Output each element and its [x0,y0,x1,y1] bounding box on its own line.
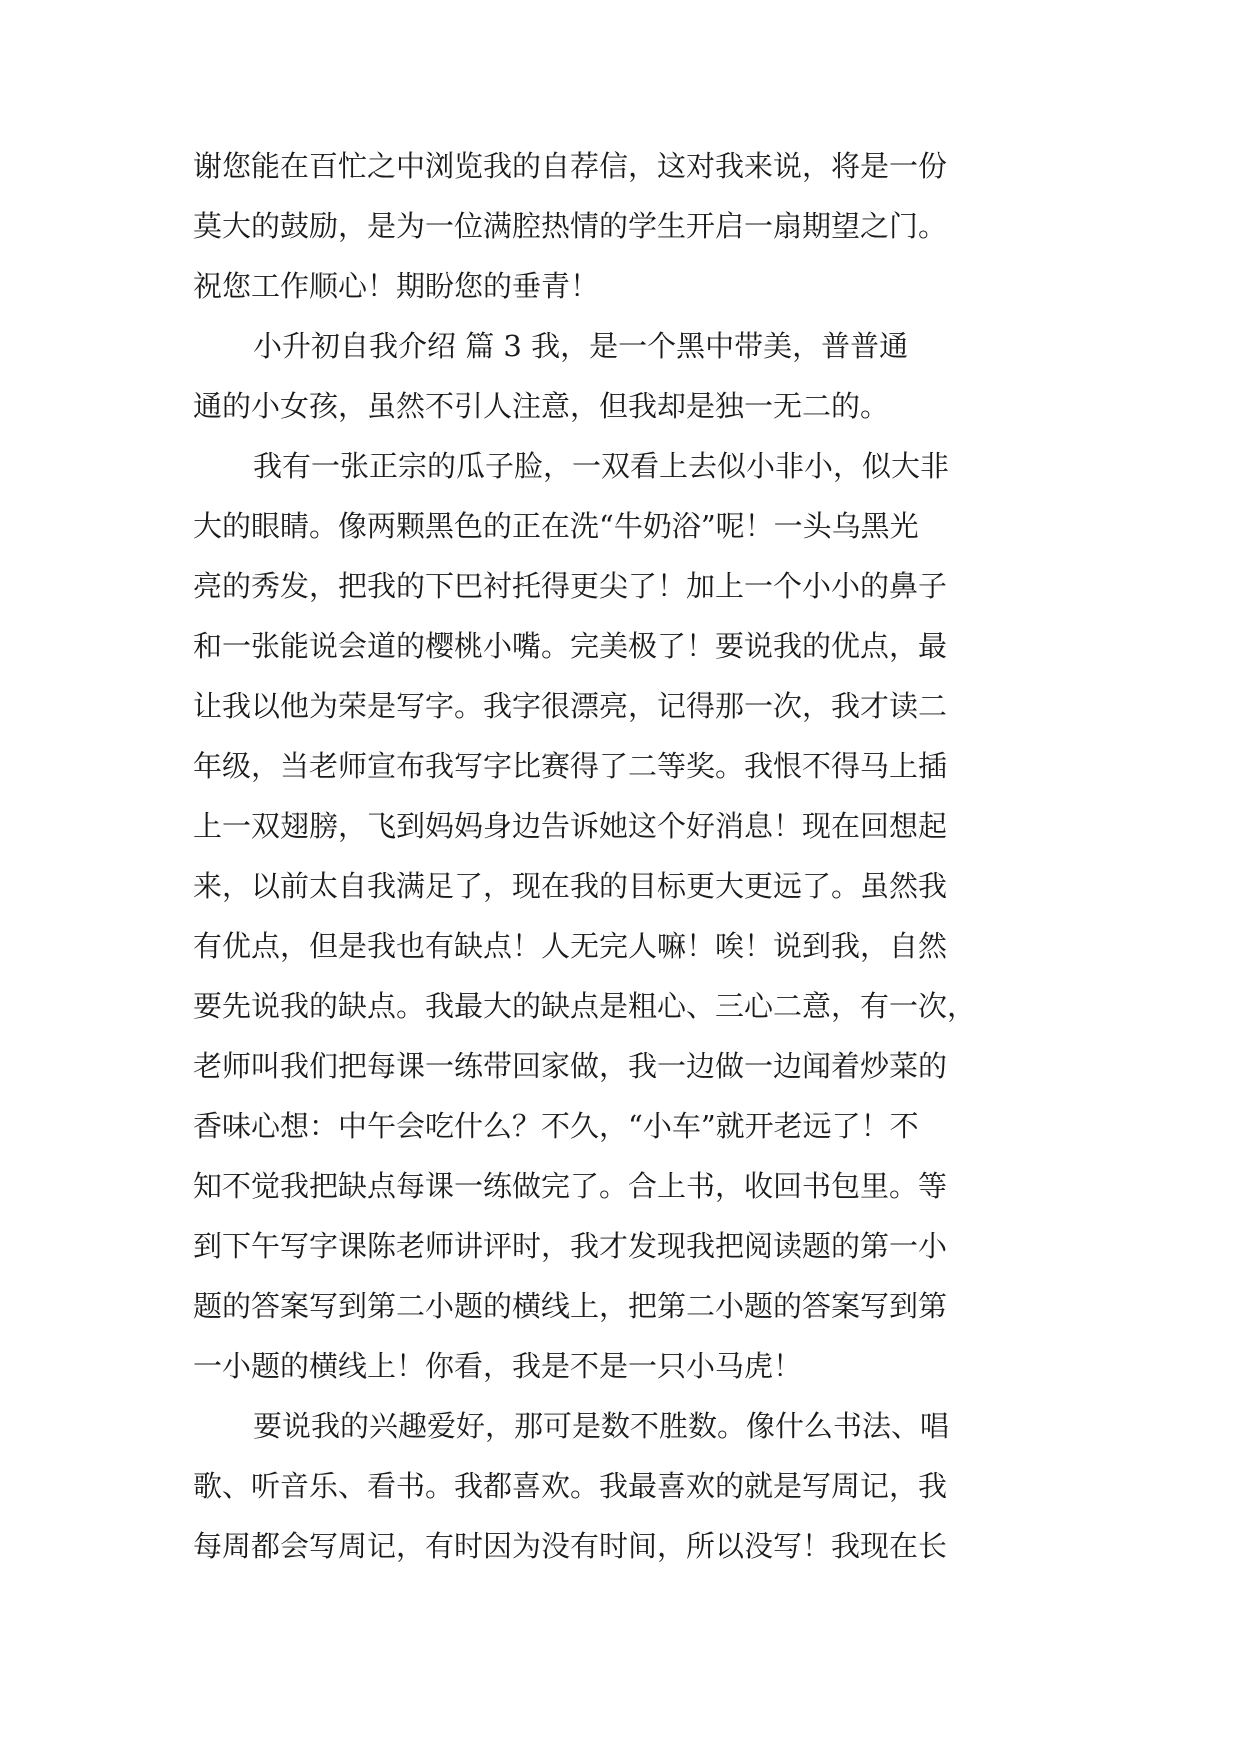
text-line: 谢您能在百忙之中浏览我的自荐信，这对我来说，将是一份 [193,149,948,183]
text-line: 有优点，但是我也有缺点！人无完人嘛！唉！说到我，自然 [193,929,948,963]
text-line: 年级，当老师宣布我写字比赛得了二等奖。我恨不得马上插 [193,749,948,783]
paragraph-start-line: 我有一张正宗的瓜子脸，一双看上去似小非小，似大非 [253,449,950,483]
text-line: 到下午写字课陈老师讲评时，我才发现我把阅读题的第一小 [193,1229,948,1263]
text-line: 知不觉我把缺点每课一练做完了。合上书，收回书包里。等 [193,1169,948,1203]
text-line: 上一双翅膀，飞到妈妈身边告诉她这个好消息！现在回想起 [193,809,948,843]
text-line: 让我以他为荣是写字。我字很漂亮，记得那一次，我才读二 [193,689,948,723]
text-line: 老师叫我们把每课一练带回家做，我一边做一边闻着炒菜的 [193,1049,948,1083]
section-heading-line: 小升初自我介绍 篇 3 我，是一个黑中带美，普普通 [253,329,909,363]
text-line: 香味心想：中午会吃什么？不久，“小车”就开老远了！不 [193,1109,919,1143]
text-line: 题的答案写到第二小题的横线上，把第二小题的答案写到第 [193,1289,948,1323]
text-line: 歌、听音乐、看书。我都喜欢。我最喜欢的就是写周记，我 [193,1469,948,1503]
text-line: 要先说我的缺点。我最大的缺点是粗心、三心二意，有一次， [193,989,977,1023]
text-line: 一小题的横线上！你看，我是不是一只小马虎！ [193,1349,803,1383]
text-line: 大的眼睛。像两颗黑色的正在洗“牛奶浴”呢！一头乌黑光 [193,509,919,543]
text-line: 通的小女孩，虽然不引人注意，但我却是独一无二的。 [193,389,890,423]
text-line: 亮的秀发，把我的下巴衬托得更尖了！加上一个小小的鼻子 [193,569,948,603]
text-line: 每周都会写周记，有时因为没有时间，所以没写！我现在长 [193,1529,948,1563]
paragraph-start-line: 要说我的兴趣爱好，那可是数不胜数。像什么书法、唱 [253,1409,950,1443]
text-line: 来，以前太自我满足了，现在我的目标更大更远了。虽然我 [193,869,948,903]
text-line: 和一张能说会道的樱桃小嘴。完美极了！要说我的优点，最 [193,629,948,663]
text-line: 莫大的鼓励，是为一位满腔热情的学生开启一扇期望之门。 [193,209,948,243]
text-line: 祝您工作顺心！期盼您的垂青！ [193,269,600,303]
